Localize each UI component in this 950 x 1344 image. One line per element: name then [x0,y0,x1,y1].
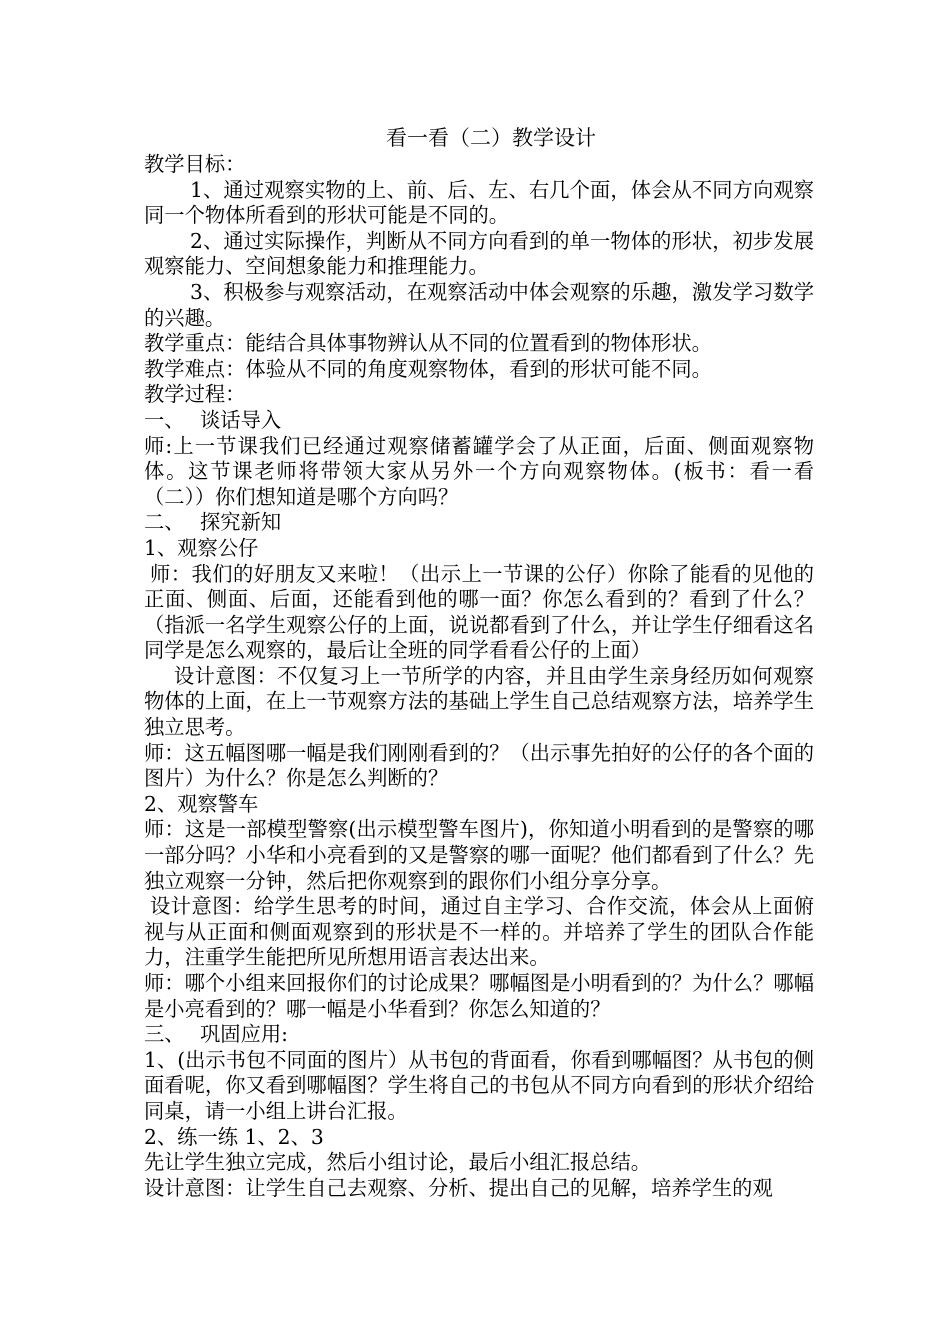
document-title: 看一看（二）教学设计 [386,126,596,150]
section-1-number: 一、 [144,407,185,432]
document-page [144,124,814,1201]
section-3-number: 三、 [144,1022,185,1047]
section-1-text: 师:上一节课我们已经通过观察储蓄罐学会了从正面，后面、侧面观察物体。这节课老师将带领大家从另外一个方向观察物体。(板书：看一看（二））你们想知道是哪个方向吗？ [144,433,814,509]
goal-2: 2、通过实际操作，判断从不同方向看到的单一物体的形状，初步发展观察能力、空间想象能力和推理能力。 [144,228,814,279]
subsection-1-text: 师：我们的好朋友又来啦！（出示上一节课的公仔）你除了能看的见他的正面、侧面、后面，还能看到他的哪一面？你怎么看到的？看到了什么？（指派一名学生观察公仔的上面，说说都看到了什么，并让学生仔细看这名同学是怎么观察的，最后让全班的同学看看公仔的上面） [144,561,814,663]
key-point: 教学重点：能结合具体事物辨认从不同的位置看到的物体形状。 [144,331,712,356]
subsection-2-design: 设计意图：给学生思考的时间，通过自主学习、合作交流，体会从上面俯视与从正面和侧面观察到的形状是不一样的。并培养了学生的团队合作能力，注重学生能把所见所想用语言表达出来。 [144,894,814,970]
section-1-title: 谈话导入 [200,407,282,432]
subsection-2-heading: 2、观察警车 [144,791,259,816]
difficulty: 教学难点：体验从不同的角度观察物体，看到的形状可能不同。 [144,356,712,381]
process-heading: 教学过程： [144,382,246,407]
section-2-title: 探究新知 [200,510,282,535]
goal-1: 1、通过观察实物的上、前、后、左、右几个面，体会从不同方向观察同一个物体所看到的形状可能是不同的。 [144,177,814,228]
goals-heading: 教学目标： [144,152,246,176]
subsection-1-design: 设计意图：不仅复习上一节所学的内容，并且由学生亲身经历如何观察物体的上面，在上一节观察方法的基础上学生自己总结观察方法，培养学生独立思考。 [144,663,814,740]
subsection-4-text: 先让学生独立完成，然后小组讨论，最后小组汇报总结。 [144,1150,652,1175]
section-1-heading [144,408,814,434]
section-2-number: 二、 [144,510,185,535]
subsection-4-heading: 2、练一练 1、2、3 [144,1124,324,1149]
subsection-1-text-2: 师：这五幅图哪一幅是我们刚刚看到的？（出示事先拍好的公仔的各个面的图片）为什么？你是怎么判断的？ [144,740,814,791]
section-3-title: 巩固应用: [200,1022,288,1047]
section-2-heading [144,510,814,536]
subsection-3-text: 1、(出示书包不同面的图片）从书包的背面看，你看到哪幅图？从书包的侧面看呢，你又看到哪幅图？学生将自己的书包从不同方向看到的形状介绍给同桌，请一小组上讲台汇报。 [144,1047,814,1123]
subsection-2-text-2: 师：哪个小组来回报你们的讨论成果？哪幅图是小明看到的？为什么？哪幅是小亮看到的？哪一幅是小华看到？你怎么知道的？ [144,971,814,1021]
goal-3: 3、积极参与观察活动，在观察活动中体会观察的乐趣，激发学习数学的兴趣。 [144,279,814,330]
section-3-heading [144,1022,814,1048]
subsection-1-heading: 1、观察公仔 [144,535,259,560]
subsection-4-design: 设计意图：让学生自己去观察、分析、提出自己的见解，培养学生的观 [144,1175,773,1200]
subsection-2-text: 师：这是一部模型警察(出示模型警车图片)，你知道小明看到的是警察的哪一部分吗？小华和小亮看到的又是警察的哪一面呢？他们都看到了什么？先独立观察一分钟，然后把你观察到的跟你们小组分享分享。 [144,817,814,893]
